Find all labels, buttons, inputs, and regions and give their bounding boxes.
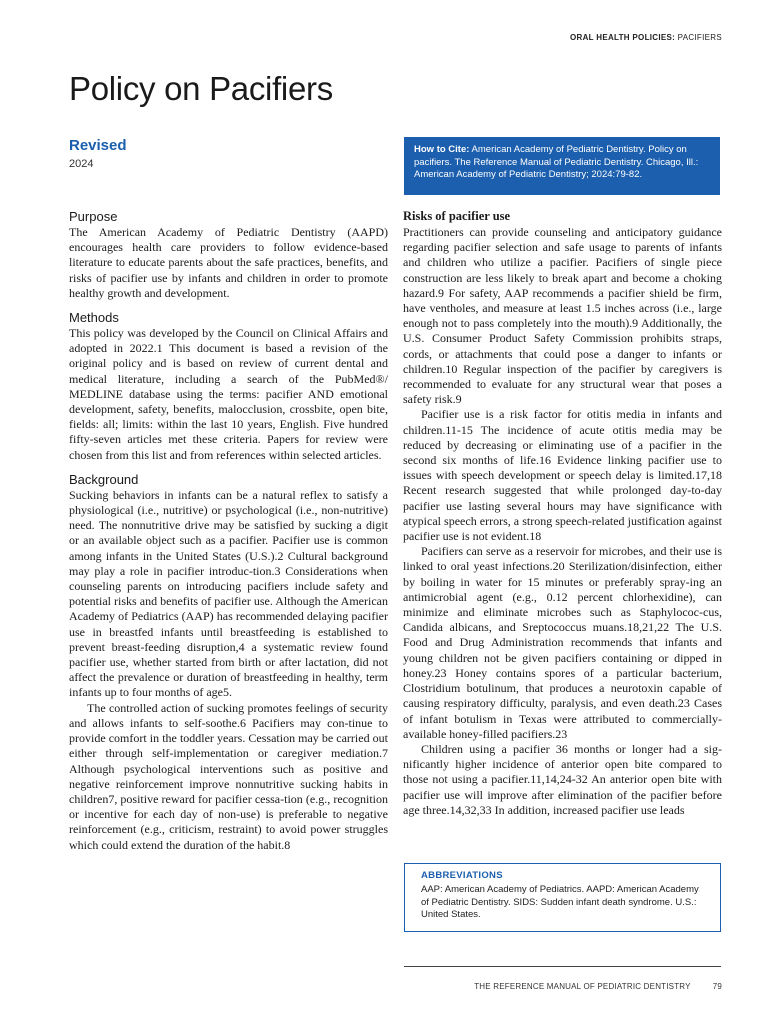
- background-paragraph-2: The controlled action of sucking promotes feelings of security and allows infants to self-soothe.6 Pacifiers may con-tinue to provide comfort in the toddler years. Cessation may be carried out either through self-implementation or caregiver mediation.7 Although psychological interventions such as positive and negative reinforcement improve nonnutritive sucking habits in children7, positive reward for pacifier cessa-tion (e.g., recognition or incentive for each day of non-use) is preferable to negative reinforcement (e.g., criticism, restraint) to avoid power struggles which could extend the duration of the habit.8: [69, 700, 388, 852]
- right-column: [403, 209, 722, 818]
- purpose-paragraph: The American Academy of Pediatric Dentistry (AAPD) encourages health care providers to follow evidence-based literature to educate parents about the safe practices, benefits, and risks of pacifier use by infants and children in order to promote healthy growth and development.: [69, 225, 388, 300]
- methods-paragraph: This policy was developed by the Council on Clinical Affairs and adopted in 2022.1 This document is based a revision of the original policy and is based on review of current dental and medical literature, including a search of the PubMed®/ MEDLINE database using the terms: pacifier AND emotional development, safety, benefits, malocclusion, crossbite, open bite, fields: all; limits: within the last 10 years, English. Five hundred fifty-seven articles met these criteria. Papers for review were chosen from this list and from references within selected articles.: [69, 326, 388, 462]
- footer-rule: [404, 966, 721, 967]
- abbreviations-title: ABBREVIATIONS: [421, 870, 503, 881]
- background-paragraph-1: Sucking behaviors in infants can be a natural reflex to satisfy a physiological (i.e., nutritive) or psychological (i.e., non-nutritive) need. The nonnutritive drive may be satisfied by sucking a digit or an available object such as a pacifier. Pacifier use is common among infants in the United States (U.S.).2 Cultural background may play a role in pacifier introduc-tion.3 Considerations when counseling parents on introducing pacifiers include safety and potential risks and benefits of pacifier use. Although the American Academy of Pediatrics (AAP) has recommended delaying pacifier use in breastfed infants until breastfeeding is established to prevent breast-feeding disruption,4 a systematic review found pacifier use, whether started from birth or after lactation, did not affect the prevalence or duration of breastfeeding in healthy, term infants up to four months of age5.: [69, 487, 388, 700]
- revision-status: Revised: [69, 137, 127, 154]
- cite-label: How to Cite:: [414, 144, 470, 155]
- abbreviations-text: AAP: American Academy of Pediatrics. AAPD: American Academy of Pediatric Dentistry. SIDS: Sudden infant death syndrome. U.S.: United States.: [421, 884, 699, 920]
- page-title: Policy on Pacifiers: [69, 70, 333, 107]
- risks-paragraph-3: Pacifiers can serve as a reservoir for microbes, and their use is linked to oral yeast infections.20 Sterilization/disinfection, either by boiling in water for 15 minutes or preferably spray-ing an antimicrobial agent (e.g., 0.12 percent chlorhexidine), can minimize and eliminate microbes such as Staphylococ-cus, Candida albicans, and Sreptococcus muans.18,21,22 The U.S. Food and Drug Administration recommends that infants and young children not be given pacifiers containing or dipped in honey.23 Honey contains spores of a particular bacterium, Clostridium botulinum, that produces a neurotoxin capable of causing respiratory difficulty, paralysis, and even death.23 Cases of infant botulism in Texas were attributed to commercially-available honey-filled pacifiers.23: [403, 544, 722, 741]
- abbreviations-box: [404, 863, 721, 932]
- how-to-cite-box: [404, 137, 720, 195]
- cite-text: American Academy of Pediatric Dentistry. Policy on pacifiers. The Reference Manual of Pediatric Dentistry. Chicago, Ill.: American Academy of Pediatric Dentistry; 2024:79-82.: [414, 144, 699, 180]
- footer-journal: THE REFERENCE MANUAL OF PEDIATRIC DENTISTRY: [474, 982, 691, 991]
- risks-paragraph-4: Children using a pacifier 36 months or longer had a sig-nificantly higher incidence of anterior open bite compared to those not using a pacifier.11,14,24-32 An anterior open bite with pacifier use will improve after elimination of the pacifier before age three.14,32,33 In addition, increased pacifier use leads: [403, 741, 722, 817]
- risks-paragraph-2: Pacifier use is a risk factor for otitis media in infants and children.11-15 The incidence of acute otitis media may be reduced by decreasing or eliminating use of a pacifier in the second six months of life.16 Evidence linking pacifier use to issues with speech development or speech delay is limited.17,18 Recent research suggested that while prolonged day-to-day pacifier use lasting several hours may have significance with atypical speech errors, a strong speech-related justification against pacifier use is not evident.18: [403, 407, 722, 544]
- purpose-heading: Purpose: [69, 209, 118, 224]
- risks-paragraph-1: Practitioners can provide counseling and anticipatory guidance regarding pacifier selection and safe usage to parents of infants and children who utilize a pacifier. Pacifiers of single piece construction are less likely to break apart and become a choking hazard.9 For safety, AAP recommends a pacifier shield be firm, have ventholes, and measure at least 1.5 inches across (i.e., large enough not to pass completely into the mouth).9 Additionally, the U.S. Consumer Product Safety Commission prohibits straps, cords, or attachments that could pose a danger to infants or children.10 Regular inspection of the pacifier by caregivers is recommended to evaluate for any structural wear that poses a safety risk.9: [403, 225, 722, 407]
- methods-heading: Methods: [69, 310, 119, 326]
- left-column: [69, 209, 388, 853]
- running-header: [570, 33, 722, 42]
- page-footer: [474, 982, 722, 991]
- page-number: 79: [712, 982, 722, 991]
- revision-year: 2024: [69, 158, 94, 170]
- risks-heading: Risks of pacifier use: [403, 209, 511, 223]
- running-header-section: ORAL HEALTH POLICIES:: [570, 33, 676, 42]
- running-header-topic: PACIFIERS: [677, 33, 722, 42]
- background-heading: Background: [69, 471, 139, 487]
